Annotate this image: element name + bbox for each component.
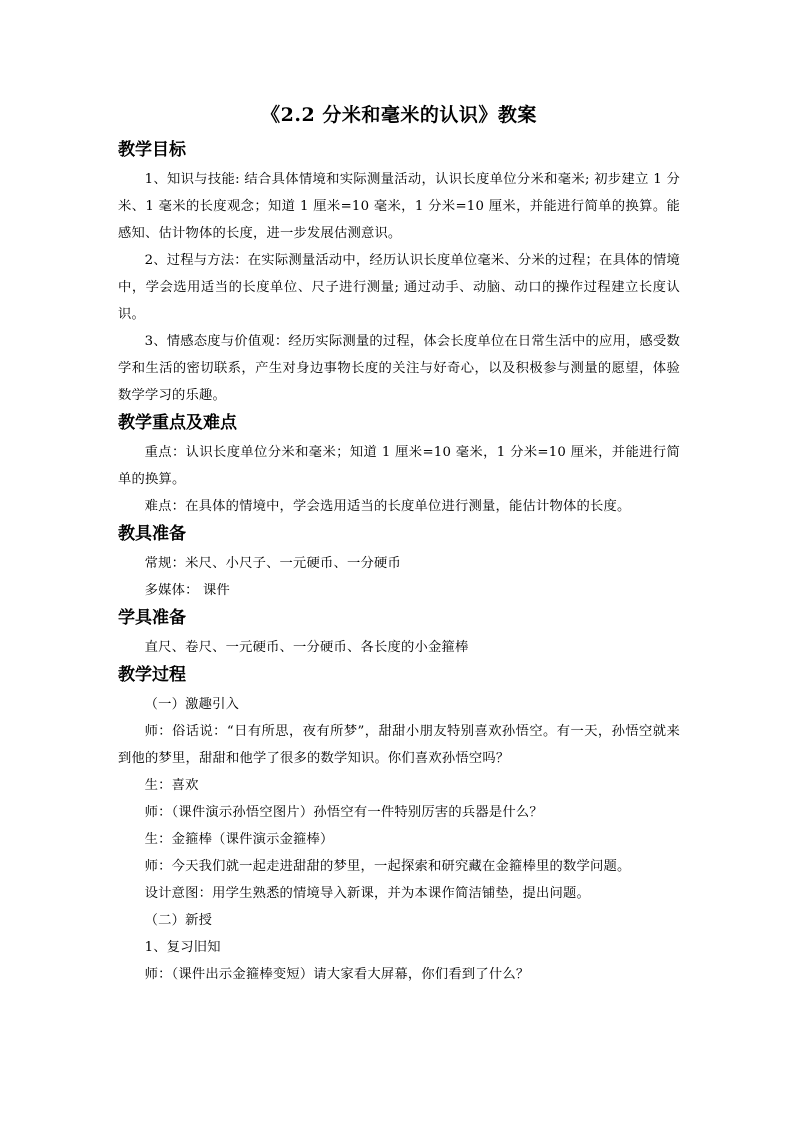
document-title: 《2.2 分米和毫米的认识》教案 — [261, 104, 537, 126]
process-line: （一）激趣引入 — [144, 697, 240, 712]
heading-teaching-process: 教学过程 — [118, 665, 186, 685]
goal-knowledge-paragraph: 1、知识与技能: 结合具体情境和实际测量活动，认识长度单位分米和毫米; 初步建立 1 分米、1 毫米的长度观念；知道 1 厘米=10 毫米，1 分米=10 厘米，并能进行简单的换算。能感知、估计物体的长度，进一步发展估测意识。 — [118, 172, 680, 241]
difficulty-paragraph: 难点：在具体的情境中，学会选用适当的长度单位进行测量，能估计物体的长度。 — [144, 499, 631, 514]
teacher-tools-multimedia: 多媒体： 课件 — [144, 583, 231, 598]
process-line: 设计意图：用学生熟悉的情境导入新课，并为本课作简洁铺垫，提出问题。 — [144, 886, 590, 901]
document-page — [118, 102, 680, 988]
process-line: （二）新授 — [144, 913, 213, 928]
process-line: 师：（课件出示金箍棒变短）请大家看大屏幕，你们看到了什么？ — [144, 967, 530, 982]
goal-process-paragraph: 2、过程与方法：在实际测量活动中，经历认识长度单位毫米、分米的过程；在具体的情境中，学会选用适当的长度单位、尺子进行测量; 通过动手、动脑、动口的操作过程建立长度认识。 — [118, 253, 680, 322]
process-line: 师：（课件演示孙悟空图片）孙悟空有一件特别厉害的兵器是什么？ — [144, 805, 543, 820]
process-line: 师：今天我们就一起走进甜甜的梦里，一起探索和研究藏在金箍棒里的数学问题。 — [144, 859, 631, 874]
heading-teacher-tools: 教具准备 — [118, 524, 186, 544]
process-line: 师：俗话说：“日有所思，夜有所梦”，甜甜小朋友特别喜欢孙悟空。有一天，孙悟空就来到他的梦里，甜甜和他学了很多的数学知识。你们喜欢孙悟空吗？ — [118, 724, 680, 766]
process-line: 生：喜欢 — [144, 778, 199, 793]
process-line: 1、复习旧知 — [144, 940, 221, 955]
teacher-tools-regular: 常规：米尺、小尺子、一元硬币、一分硬币 — [144, 556, 402, 571]
student-tools-paragraph: 直尺、卷尺、一元硬币、一分硬币、各长度的小金箍棒 — [144, 640, 469, 655]
key-point-paragraph: 重点：认识长度单位分米和毫米；知道 1 厘米=10 毫米，1 分米=10 厘米，并能进行简单的换算。 — [118, 445, 680, 487]
heading-student-tools: 学具准备 — [118, 608, 186, 628]
heading-key-points: 教学重点及难点 — [118, 413, 237, 433]
goal-attitude-paragraph: 3、情感态度与价值观：经历实际测量的过程，体会长度单位在日常生活中的应用，感受数学和生活的密切联系，产生对身边事物长度的关注与好奇心，以及积极参与测量的愿望，体验数学学习的乐趣。 — [118, 334, 680, 403]
heading-teaching-goals: 教学目标 — [118, 140, 186, 160]
process-line: 生：金箍棒（课件演示金箍棒） — [144, 832, 334, 847]
